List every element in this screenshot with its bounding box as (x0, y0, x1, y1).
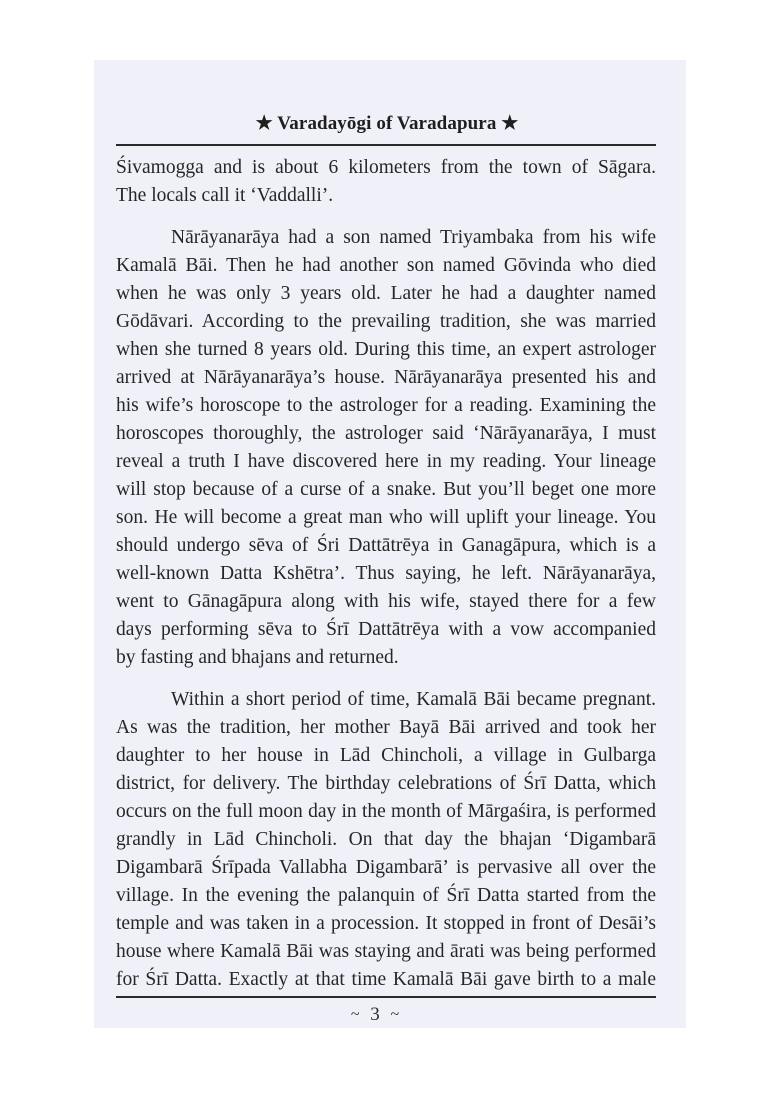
text-line: should undergo sēva of Śri Dattātrēya in Ganagāpura, which is a (116, 535, 656, 556)
text-line: Kamalā Bāi. Then he had another son named Gōvinda who died (116, 255, 656, 276)
running-head (118, 112, 656, 135)
text-line: for Śrī Datta. Exactly at that time Kamalā Bāi gave birth to a male (116, 969, 656, 990)
paragraph (116, 224, 656, 672)
page-footer (94, 1004, 656, 1026)
text-line: As was the tradition, her mother Bayā Bāi arrived and took her (116, 717, 656, 738)
star-icon: ★ (501, 113, 519, 134)
text-line: Within a short period of time, Kamalā Bāi became pregnant. (171, 689, 656, 710)
body-text (116, 154, 656, 994)
text-line: by fasting and bhajans and returned. (116, 647, 399, 668)
text-line: occurs on the full moon day in the month of Mārgaśira, is performed (116, 801, 656, 822)
text-line: days performing sēva to Śrī Dattātrēya with a vow accompanied (116, 619, 656, 640)
footer-rule (116, 996, 656, 998)
text-line: will stop because of a curse of a snake. But you’ll beget one more (116, 479, 656, 500)
text-line: when he was only 3 years old. Later he had a daughter named (116, 283, 656, 304)
right-flourish-icon: ~ (390, 1006, 400, 1023)
text-line: when she turned 8 years old. During this time, an expert astrologer (116, 339, 656, 360)
text-line: Nārāyanarāya had a son named Triyambaka from his wife (171, 227, 656, 248)
text-line: daughter to her house in Lād Chincholi, a village in Gulbarga (116, 745, 656, 766)
text-line: reveal a truth I have discovered here in my reading. Your lineage (116, 451, 656, 472)
text-line: well-known Datta Kshētra’. Thus saying, he left. Nārāyanarāya, (116, 563, 656, 584)
text-line: went to Gānagāpura along with his wife, stayed there for a few (116, 591, 656, 612)
left-flourish-icon: ~ (350, 1006, 360, 1023)
text-line: arrived at Nārāyanarāya’s house. Nārāyanarāya presented his and (116, 367, 656, 388)
star-icon: ★ (255, 113, 273, 134)
page-number: 3 (370, 1004, 380, 1025)
text-line: son. He will become a great man who will uplift your lineage. You (116, 507, 656, 528)
text-line: Gōdāvari. According to the prevailing tradition, she was married (116, 311, 656, 332)
text-line: his wife’s horoscope to the astrologer for a reading. Examining the (116, 395, 656, 416)
text-line: horoscopes thoroughly, the astrologer said ‘Nārāyanarāya, I must (116, 423, 656, 444)
text-line: district, for delivery. The birthday celebrations of Śrī Datta, which (116, 773, 656, 794)
running-head-title: Varadayōgi of Varadapura (277, 113, 497, 134)
header-rule (116, 144, 656, 146)
book-page (94, 60, 686, 1028)
text-line: grandly in Lād Chincholi. On that day the bhajan ‘Digambarā (116, 829, 656, 850)
text-line: house where Kamalā Bāi was staying and ārati was being performed (116, 941, 656, 962)
paragraph (116, 686, 656, 994)
text-line: Digambarā Śrīpada Vallabha Digambarā’ is pervasive all over the (116, 857, 656, 878)
text-line: village. In the evening the palanquin of Śrī Datta started from the (116, 885, 656, 906)
text-line: Śivamogga and is about 6 kilometers from the town of Sāgara. (116, 157, 656, 178)
paragraph (116, 154, 656, 210)
text-line: temple and was taken in a procession. It stopped in front of Desāi’s (116, 913, 656, 934)
text-line: The locals call it ‘Vaddalli’. (116, 185, 334, 206)
